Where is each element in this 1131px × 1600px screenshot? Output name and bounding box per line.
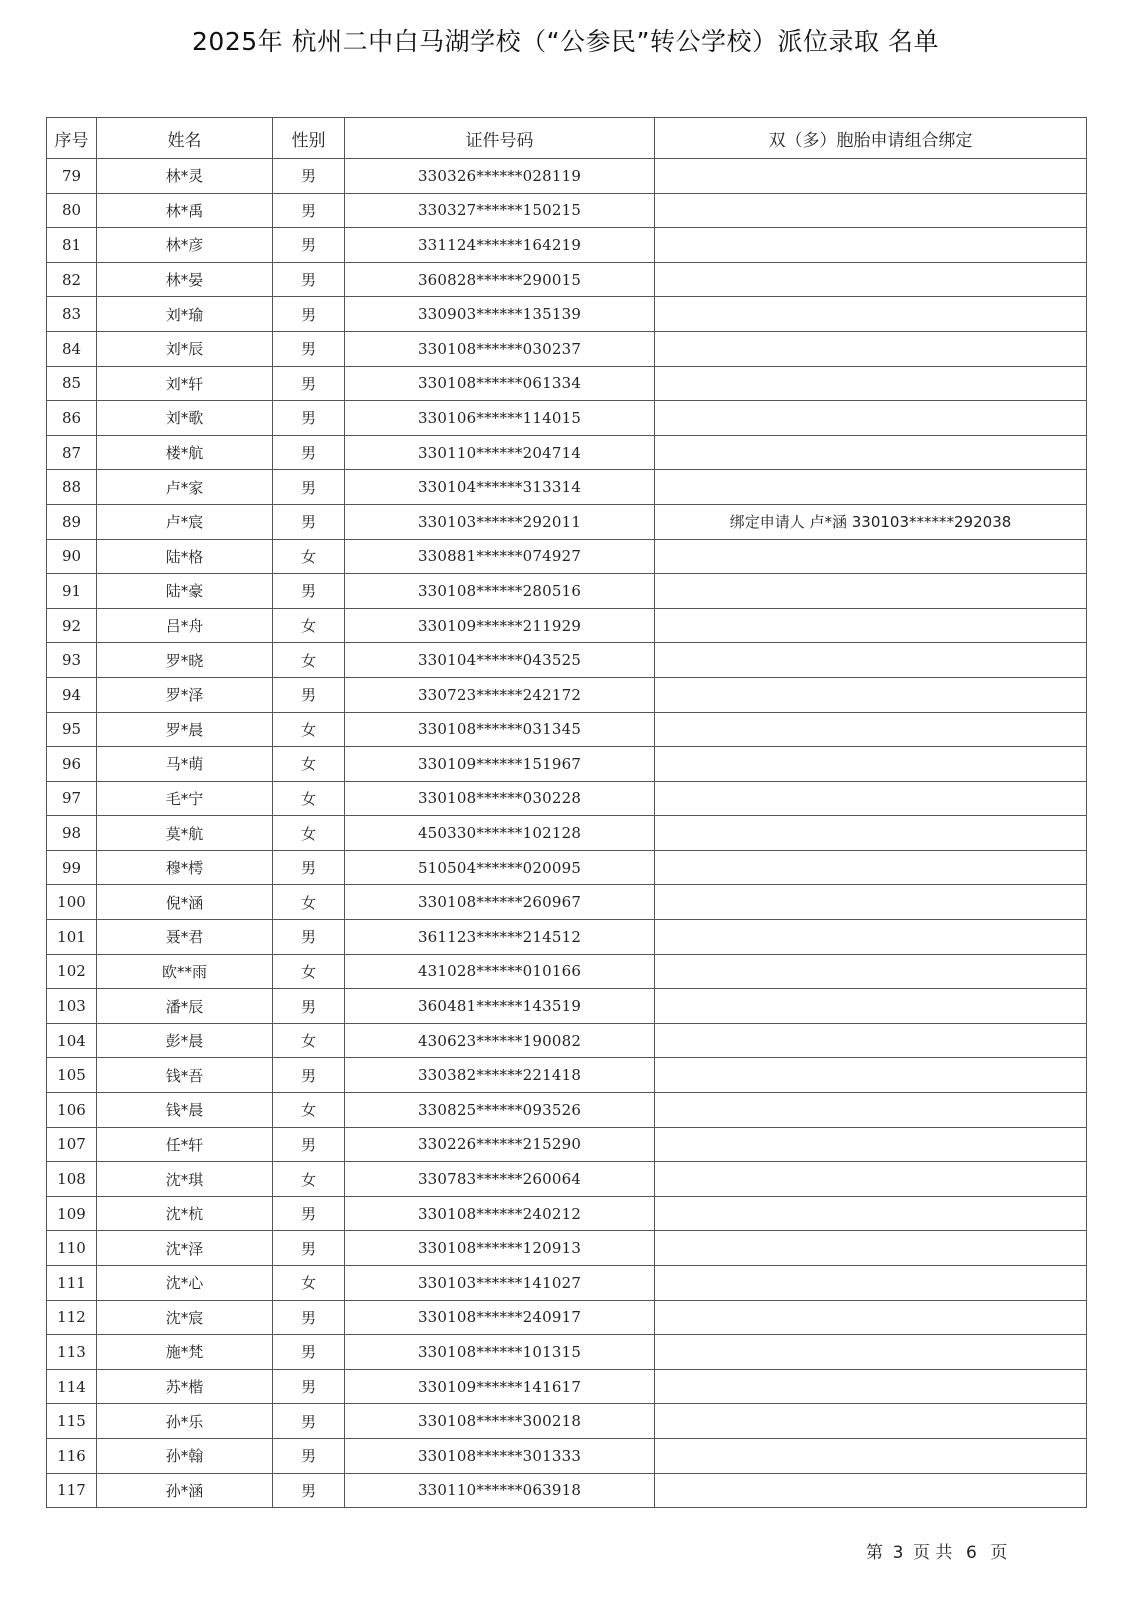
id-number-cell: 330108******240212 xyxy=(345,1196,655,1231)
serial-number-cell: 98 xyxy=(47,816,97,851)
gender-cell: 女 xyxy=(273,1023,345,1058)
id-number-cell: 330109******151967 xyxy=(345,747,655,782)
name-cell: 欧**雨 xyxy=(97,954,273,989)
name-cell: 沈*宸 xyxy=(97,1300,273,1335)
table-row xyxy=(47,1473,1087,1508)
twin-binding-cell xyxy=(655,712,1087,747)
serial-number-cell: 112 xyxy=(47,1300,97,1335)
twin-binding-cell xyxy=(655,331,1087,366)
table-row xyxy=(47,712,1087,747)
name-cell: 钱*晨 xyxy=(97,1093,273,1128)
table-row xyxy=(47,159,1087,194)
id-number-cell: 431028******010166 xyxy=(345,954,655,989)
gender-cell: 男 xyxy=(273,1335,345,1370)
twin-binding-cell xyxy=(655,1404,1087,1439)
name-cell: 陆*格 xyxy=(97,539,273,574)
gender-cell: 女 xyxy=(273,781,345,816)
name-cell: 罗*晨 xyxy=(97,712,273,747)
serial-number-cell: 115 xyxy=(47,1404,97,1439)
gender-cell: 女 xyxy=(273,643,345,678)
id-number-cell: 330903******135139 xyxy=(345,297,655,332)
id-number-cell: 330106******114015 xyxy=(345,401,655,436)
id-number-cell: 330103******141027 xyxy=(345,1266,655,1301)
id-number-cell: 330723******242172 xyxy=(345,677,655,712)
serial-number-cell: 93 xyxy=(47,643,97,678)
name-cell: 林*彦 xyxy=(97,228,273,263)
serial-number-cell: 100 xyxy=(47,885,97,920)
id-number-cell: 330110******063918 xyxy=(345,1473,655,1508)
table-row xyxy=(47,1266,1087,1301)
id-number-cell: 330226******215290 xyxy=(345,1127,655,1162)
gender-cell: 女 xyxy=(273,539,345,574)
gender-cell: 男 xyxy=(273,989,345,1024)
serial-number-cell: 97 xyxy=(47,781,97,816)
serial-number-cell: 84 xyxy=(47,331,97,366)
gender-cell: 男 xyxy=(273,228,345,263)
serial-number-cell: 108 xyxy=(47,1162,97,1197)
twin-binding-cell xyxy=(655,401,1087,436)
table-row xyxy=(47,1438,1087,1473)
id-number-cell: 360828******290015 xyxy=(345,262,655,297)
twin-binding-cell xyxy=(655,1196,1087,1231)
serial-number-cell: 85 xyxy=(47,366,97,401)
id-number-cell: 330825******093526 xyxy=(345,1093,655,1128)
name-cell: 林*灵 xyxy=(97,159,273,194)
gender-cell: 男 xyxy=(273,1196,345,1231)
id-number-cell: 330382******221418 xyxy=(345,1058,655,1093)
id-number-cell: 361123******214512 xyxy=(345,920,655,955)
header-name: 姓名 xyxy=(97,118,273,159)
id-number-cell: 360481******143519 xyxy=(345,989,655,1024)
id-number-cell: 330108******061334 xyxy=(345,366,655,401)
twin-binding-cell xyxy=(655,677,1087,712)
twin-binding-cell xyxy=(655,1023,1087,1058)
serial-number-cell: 111 xyxy=(47,1266,97,1301)
serial-number-cell: 82 xyxy=(47,262,97,297)
id-number-cell: 330327******150215 xyxy=(345,193,655,228)
gender-cell: 男 xyxy=(273,574,345,609)
header-serial-number: 序号 xyxy=(47,118,97,159)
table-row xyxy=(47,331,1087,366)
gender-cell: 女 xyxy=(273,954,345,989)
twin-binding-cell xyxy=(655,1127,1087,1162)
id-number-cell: 330104******313314 xyxy=(345,470,655,505)
id-number-cell: 330108******260967 xyxy=(345,885,655,920)
serial-number-cell: 106 xyxy=(47,1093,97,1128)
gender-cell: 男 xyxy=(273,159,345,194)
table-row xyxy=(47,850,1087,885)
gender-cell: 男 xyxy=(273,1231,345,1266)
twin-binding-cell xyxy=(655,608,1087,643)
table-body xyxy=(47,159,1087,1508)
serial-number-cell: 114 xyxy=(47,1369,97,1404)
twin-binding-cell xyxy=(655,539,1087,574)
twin-binding-cell xyxy=(655,366,1087,401)
table-row xyxy=(47,1058,1087,1093)
id-number-cell: 330108******301333 xyxy=(345,1438,655,1473)
name-cell: 沈*心 xyxy=(97,1266,273,1301)
id-number-cell: 330108******120913 xyxy=(345,1231,655,1266)
twin-binding-cell xyxy=(655,193,1087,228)
serial-number-cell: 105 xyxy=(47,1058,97,1093)
id-number-cell: 450330******102128 xyxy=(345,816,655,851)
id-number-cell: 330108******031345 xyxy=(345,712,655,747)
twin-binding-cell xyxy=(655,574,1087,609)
gender-cell: 男 xyxy=(273,920,345,955)
serial-number-cell: 79 xyxy=(47,159,97,194)
gender-cell: 男 xyxy=(273,193,345,228)
id-number-cell: 330109******141617 xyxy=(345,1369,655,1404)
twin-binding-cell xyxy=(655,262,1087,297)
name-cell: 林*禹 xyxy=(97,193,273,228)
header-id-number: 证件号码 xyxy=(345,118,655,159)
name-cell: 陆*豪 xyxy=(97,574,273,609)
table-row xyxy=(47,1127,1087,1162)
name-cell: 沈*杭 xyxy=(97,1196,273,1231)
twin-binding-cell xyxy=(655,1231,1087,1266)
id-number-cell: 330109******211929 xyxy=(345,608,655,643)
table-row xyxy=(47,643,1087,678)
serial-number-cell: 109 xyxy=(47,1196,97,1231)
gender-cell: 男 xyxy=(273,401,345,436)
twin-binding-cell xyxy=(655,1473,1087,1508)
serial-number-cell: 90 xyxy=(47,539,97,574)
gender-cell: 男 xyxy=(273,470,345,505)
gender-cell: 女 xyxy=(273,1162,345,1197)
id-number-cell: 330108******030228 xyxy=(345,781,655,816)
id-number-cell: 330110******204714 xyxy=(345,435,655,470)
table-row xyxy=(47,954,1087,989)
twin-binding-cell xyxy=(655,747,1087,782)
twin-binding-cell xyxy=(655,1093,1087,1128)
gender-cell: 男 xyxy=(273,435,345,470)
table-row xyxy=(47,193,1087,228)
name-cell: 罗*泽 xyxy=(97,677,273,712)
table-row xyxy=(47,816,1087,851)
serial-number-cell: 86 xyxy=(47,401,97,436)
gender-cell: 男 xyxy=(273,1300,345,1335)
twin-binding-cell xyxy=(655,1058,1087,1093)
footer-total-pages: 6 xyxy=(965,1543,977,1563)
id-number-cell: 330881******074927 xyxy=(345,539,655,574)
id-number-cell: 330783******260064 xyxy=(345,1162,655,1197)
name-cell: 穆*樗 xyxy=(97,850,273,885)
table-row xyxy=(47,1369,1087,1404)
name-cell: 林*晏 xyxy=(97,262,273,297)
serial-number-cell: 99 xyxy=(47,850,97,885)
name-cell: 孙*涵 xyxy=(97,1473,273,1508)
page-title: 2025年 杭州二中白马湖学校（“公参民”转公学校）派位录取 名单 xyxy=(192,27,939,56)
table-row xyxy=(47,504,1087,539)
name-cell: 沈*泽 xyxy=(97,1231,273,1266)
footer-suffix: 页 xyxy=(990,1543,1008,1563)
name-cell: 孙*翰 xyxy=(97,1438,273,1473)
twin-binding-cell xyxy=(655,989,1087,1024)
gender-cell: 女 xyxy=(273,885,345,920)
name-cell: 楼*航 xyxy=(97,435,273,470)
twin-binding-cell xyxy=(655,159,1087,194)
name-cell: 施*梵 xyxy=(97,1335,273,1370)
serial-number-cell: 87 xyxy=(47,435,97,470)
name-cell: 马*萌 xyxy=(97,747,273,782)
gender-cell: 男 xyxy=(273,1404,345,1439)
gender-cell: 女 xyxy=(273,712,345,747)
table-row xyxy=(47,747,1087,782)
twin-binding-cell xyxy=(655,435,1087,470)
gender-cell: 男 xyxy=(273,677,345,712)
id-number-cell: 330108******240917 xyxy=(345,1300,655,1335)
gender-cell: 男 xyxy=(273,262,345,297)
footer-prefix: 第 xyxy=(866,1543,883,1563)
serial-number-cell: 117 xyxy=(47,1473,97,1508)
gender-cell: 女 xyxy=(273,1093,345,1128)
table-row xyxy=(47,1023,1087,1058)
table-row xyxy=(47,262,1087,297)
twin-binding-cell xyxy=(655,1266,1087,1301)
table-row xyxy=(47,539,1087,574)
name-cell: 罗*晓 xyxy=(97,643,273,678)
id-number-cell: 331124******164219 xyxy=(345,228,655,263)
table-row xyxy=(47,1231,1087,1266)
gender-cell: 女 xyxy=(273,747,345,782)
name-cell: 刘*轩 xyxy=(97,366,273,401)
page-footer xyxy=(866,1538,1007,1563)
serial-number-cell: 80 xyxy=(47,193,97,228)
table-row xyxy=(47,885,1087,920)
twin-binding-cell xyxy=(655,954,1087,989)
twin-binding-cell xyxy=(655,1300,1087,1335)
gender-cell: 女 xyxy=(273,1266,345,1301)
table-row xyxy=(47,470,1087,505)
id-number-cell: 330103******292011 xyxy=(345,504,655,539)
table-row xyxy=(47,1162,1087,1197)
header-gender: 性别 xyxy=(273,118,345,159)
table-row xyxy=(47,1300,1087,1335)
twin-binding-cell xyxy=(655,228,1087,263)
header-twin-binding: 双（多）胞胎申请组合绑定 xyxy=(655,118,1087,159)
serial-number-cell: 83 xyxy=(47,297,97,332)
table-row xyxy=(47,920,1087,955)
serial-number-cell: 101 xyxy=(47,920,97,955)
gender-cell: 男 xyxy=(273,1058,345,1093)
gender-cell: 男 xyxy=(273,504,345,539)
id-number-cell: 510504******020095 xyxy=(345,850,655,885)
twin-binding-cell xyxy=(655,297,1087,332)
table-row xyxy=(47,989,1087,1024)
serial-number-cell: 107 xyxy=(47,1127,97,1162)
twin-binding-cell: 绑定申请人 卢*涵 330103******292038 xyxy=(655,504,1087,539)
table-row xyxy=(47,401,1087,436)
gender-cell: 男 xyxy=(273,850,345,885)
table-row xyxy=(47,1093,1087,1128)
gender-cell: 男 xyxy=(273,1369,345,1404)
gender-cell: 男 xyxy=(273,1473,345,1508)
serial-number-cell: 103 xyxy=(47,989,97,1024)
gender-cell: 男 xyxy=(273,331,345,366)
name-cell: 莫*航 xyxy=(97,816,273,851)
gender-cell: 女 xyxy=(273,608,345,643)
serial-number-cell: 95 xyxy=(47,712,97,747)
id-number-cell: 330108******030237 xyxy=(345,331,655,366)
serial-number-cell: 116 xyxy=(47,1438,97,1473)
name-cell: 刘*辰 xyxy=(97,331,273,366)
twin-binding-cell xyxy=(655,920,1087,955)
name-cell: 彭*晨 xyxy=(97,1023,273,1058)
name-cell: 吕*舟 xyxy=(97,608,273,643)
name-cell: 任*轩 xyxy=(97,1127,273,1162)
id-number-cell: 330108******280516 xyxy=(345,574,655,609)
serial-number-cell: 91 xyxy=(47,574,97,609)
serial-number-cell: 89 xyxy=(47,504,97,539)
gender-cell: 女 xyxy=(273,816,345,851)
table-row xyxy=(47,781,1087,816)
name-cell: 卢*家 xyxy=(97,470,273,505)
table-row xyxy=(47,435,1087,470)
name-cell: 聂*君 xyxy=(97,920,273,955)
gender-cell: 男 xyxy=(273,1127,345,1162)
gender-cell: 男 xyxy=(273,1438,345,1473)
admission-roster-table xyxy=(46,117,1087,1508)
footer-current-page: 3 xyxy=(892,1543,904,1563)
table-row xyxy=(47,1335,1087,1370)
table-row xyxy=(47,1404,1087,1439)
table-row xyxy=(47,677,1087,712)
serial-number-cell: 96 xyxy=(47,747,97,782)
table-row xyxy=(47,297,1087,332)
name-cell: 潘*辰 xyxy=(97,989,273,1024)
serial-number-cell: 94 xyxy=(47,677,97,712)
gender-cell: 男 xyxy=(273,297,345,332)
id-number-cell: 330326******028119 xyxy=(345,159,655,194)
table-row xyxy=(47,608,1087,643)
twin-binding-cell xyxy=(655,1162,1087,1197)
serial-number-cell: 104 xyxy=(47,1023,97,1058)
name-cell: 毛*宁 xyxy=(97,781,273,816)
serial-number-cell: 81 xyxy=(47,228,97,263)
name-cell: 刘*瑜 xyxy=(97,297,273,332)
table-row xyxy=(47,366,1087,401)
twin-binding-cell xyxy=(655,1335,1087,1370)
name-cell: 苏*楷 xyxy=(97,1369,273,1404)
twin-binding-cell xyxy=(655,816,1087,851)
table-row xyxy=(47,574,1087,609)
id-number-cell: 330108******101315 xyxy=(345,1335,655,1370)
twin-binding-cell xyxy=(655,850,1087,885)
name-cell: 孙*乐 xyxy=(97,1404,273,1439)
id-number-cell: 330108******300218 xyxy=(345,1404,655,1439)
twin-binding-cell xyxy=(655,643,1087,678)
twin-binding-cell xyxy=(655,470,1087,505)
name-cell: 沈*琪 xyxy=(97,1162,273,1197)
id-number-cell: 330104******043525 xyxy=(345,643,655,678)
table-header-row xyxy=(47,118,1087,159)
footer-middle: 页 共 xyxy=(913,1543,953,1563)
name-cell: 卢*宸 xyxy=(97,504,273,539)
name-cell: 倪*涵 xyxy=(97,885,273,920)
serial-number-cell: 110 xyxy=(47,1231,97,1266)
twin-binding-cell xyxy=(655,885,1087,920)
name-cell: 钱*吾 xyxy=(97,1058,273,1093)
twin-binding-cell xyxy=(655,1438,1087,1473)
serial-number-cell: 102 xyxy=(47,954,97,989)
name-cell: 刘*歌 xyxy=(97,401,273,436)
serial-number-cell: 113 xyxy=(47,1335,97,1370)
twin-binding-cell xyxy=(655,1369,1087,1404)
table-row xyxy=(47,228,1087,263)
twin-binding-cell xyxy=(655,781,1087,816)
gender-cell: 男 xyxy=(273,366,345,401)
serial-number-cell: 92 xyxy=(47,608,97,643)
table-row xyxy=(47,1196,1087,1231)
serial-number-cell: 88 xyxy=(47,470,97,505)
id-number-cell: 430623******190082 xyxy=(345,1023,655,1058)
